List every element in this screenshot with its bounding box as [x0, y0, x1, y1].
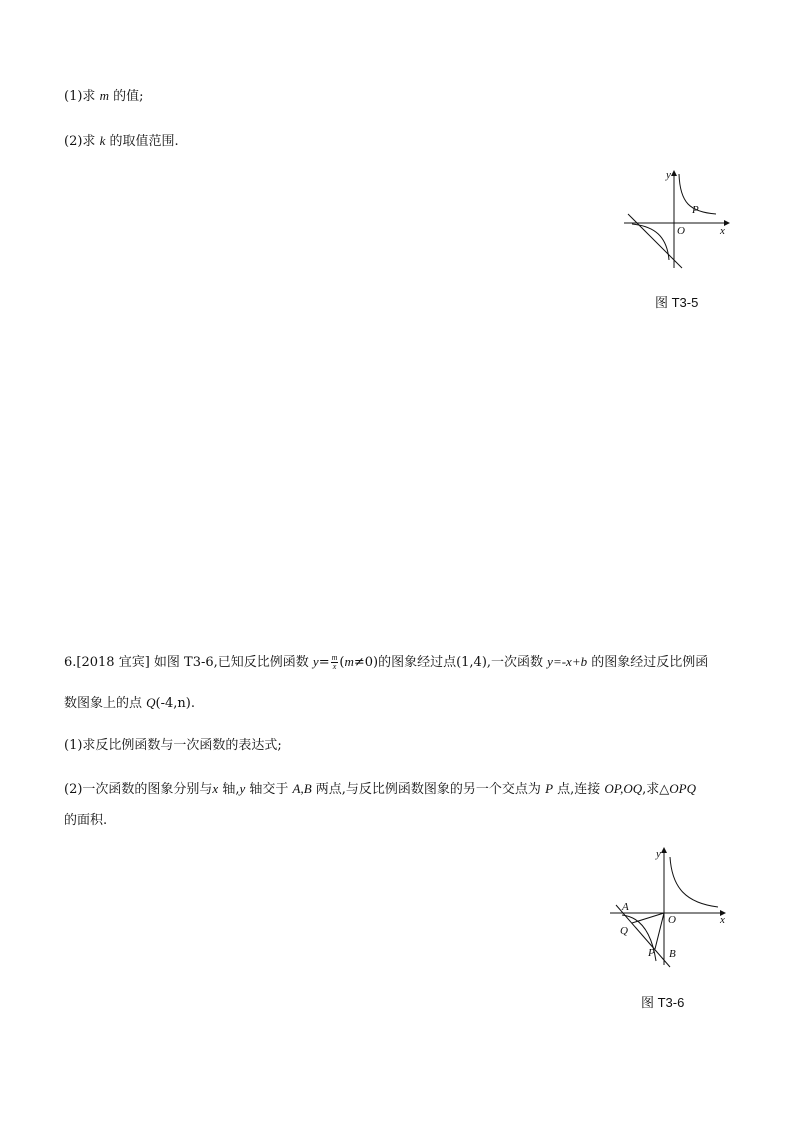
q5-part1-prefix: (1)求 — [64, 89, 100, 104]
fig5-label-y: y — [666, 169, 671, 181]
figure-t3-5-caption: 图 T3-5 — [655, 295, 699, 310]
q6-part2-d: 两点,与反比例函数图象的另一个交点为 — [311, 782, 546, 797]
q6-cond-rest: ≠0)的图象经过点(1,4),一次函数 — [353, 655, 548, 670]
q6-y: y — [312, 654, 319, 669]
figure-t3-5 — [620, 168, 740, 278]
q5-part2-prefix: (2)求 — [64, 134, 100, 149]
q6-part2-b: 轴, — [218, 782, 240, 797]
fig6-label-p: P — [648, 947, 655, 959]
q6-line1 — [64, 653, 708, 672]
q6-eq: = — [318, 655, 330, 670]
q6-fraction — [331, 654, 339, 671]
q6-cond-var: m — [344, 654, 354, 669]
q6-part2-opq: OPQ — [669, 781, 696, 796]
fig6-label-o: O — [668, 914, 676, 926]
figure-t3-6-caption: 图 T3-6 — [641, 995, 685, 1010]
q6-part2-line2: 的面积. — [64, 813, 108, 828]
q6-line2-text: 数图象上的点 — [64, 696, 147, 711]
q5-part1-var: m — [99, 88, 109, 103]
q6-point-q: Q — [146, 695, 156, 710]
y-axis-arrow — [661, 847, 667, 853]
q6-part1: (1)求反比例函数与一次函数的表达式; — [64, 738, 282, 753]
q6-part2-f: ,求△ — [642, 782, 670, 797]
q6-eq2: y=-x+b — [547, 654, 588, 669]
y-axis-arrow — [671, 170, 677, 176]
fig6-label-y: y — [656, 848, 661, 860]
q6-part2-y: y — [239, 781, 246, 796]
q6-frac-den: x — [332, 662, 337, 671]
q6-cond-open: ( — [339, 655, 345, 670]
q6-tail: 的图象经过反比例函 — [587, 655, 709, 670]
q6-part2-opoq: OP,OQ — [604, 781, 643, 796]
q6-part2-ab: A,B — [292, 781, 312, 796]
q5-part2 — [64, 132, 179, 151]
q6-part2-a: (2)一次函数的图象分别与 — [64, 782, 213, 797]
q6-point-coords: (-4,n) — [155, 696, 191, 711]
q6-part2-e: 点,连接 — [553, 782, 605, 797]
segment-op — [655, 913, 664, 949]
q6-part2-x: x — [212, 781, 219, 796]
q6-intro: 6.[2018 宜宾] 如图 T3-6,已知反比例函数 — [64, 655, 313, 670]
fig5-label-p: P — [692, 204, 699, 216]
fig6-label-a: A — [622, 901, 629, 913]
fig6-label-q: Q — [620, 925, 628, 937]
hyperbola-branch-upper — [670, 857, 718, 907]
figure-t3-6 — [606, 843, 736, 968]
fig5-label-x: x — [720, 225, 725, 237]
segment-oq — [632, 913, 664, 923]
q6-frac-num: m — [331, 653, 338, 662]
x-axis-arrow — [724, 220, 730, 226]
q6-line2 — [64, 694, 195, 713]
q5-part2-var: k — [99, 133, 106, 148]
q6-part2 — [64, 780, 696, 799]
fig5-label-o: O — [677, 225, 685, 237]
q6-part2-c: 轴交于 — [245, 782, 293, 797]
fig6-label-b: B — [669, 948, 676, 960]
fig6-label-x: x — [720, 914, 725, 926]
q6-line2-end: . — [190, 696, 195, 711]
hyperbola-branch-lower — [632, 224, 669, 260]
q5-part1-suffix: 的值; — [108, 89, 144, 104]
q5-part1 — [64, 87, 143, 106]
q5-part2-suffix: 的取值范围. — [105, 134, 179, 149]
q6-part2-p: P — [545, 781, 554, 796]
